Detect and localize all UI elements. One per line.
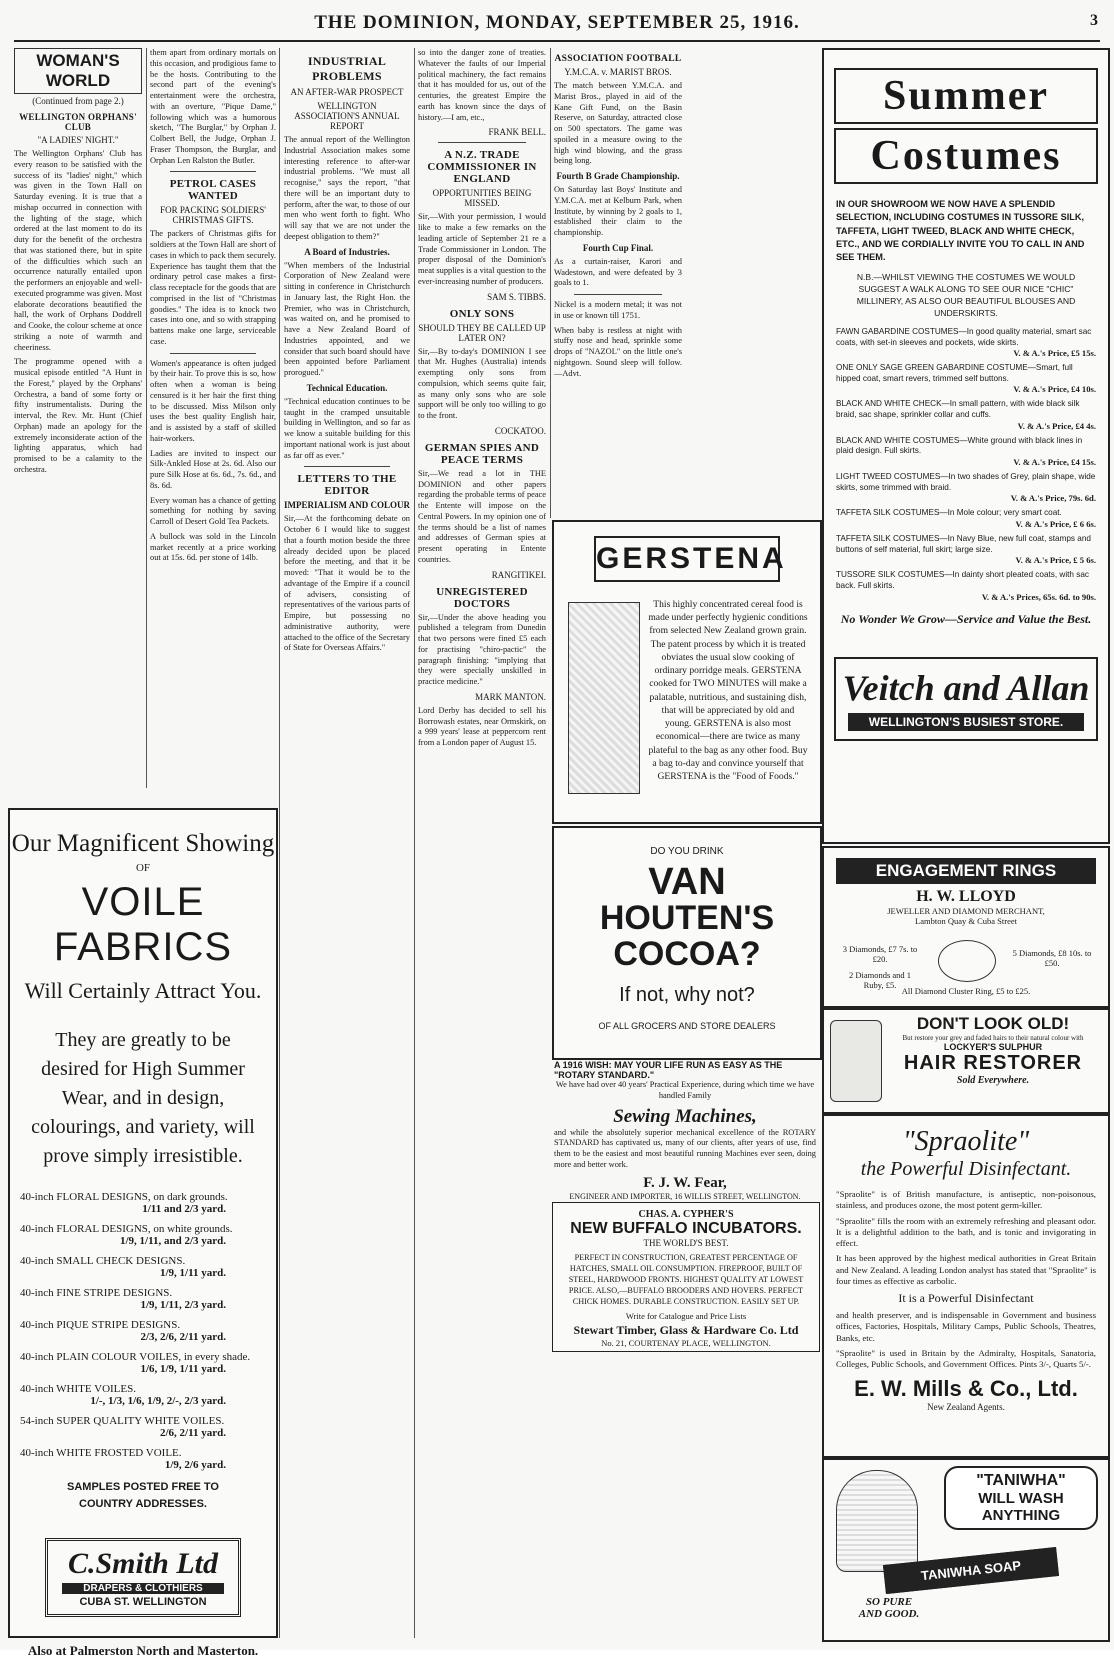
voile-price-list	[20, 1191, 266, 1471]
rings-left	[840, 944, 920, 990]
taniwha-head3: ANYTHING	[981, 1507, 1061, 1524]
article-paragraph: Every woman has a chance of getting something for nothing by saving Carroll of Desert Gold Tea Packets.	[150, 495, 276, 526]
costume-price: V. & A.'s Price, £4 10s.	[1013, 384, 1096, 395]
voile-samples: SAMPLES POSTED FREE TO COUNTRY ADDRESSES.	[67, 1481, 219, 1510]
article-paragraph: them apart from ordinary mortals on this occasion, and prodigious fame to be the hosts. Contributing to the second part of the evening's entertainment were the orchestra, with an overture, "Pique Dame," following which was a humorous sketch, "The Burglar," by Orphan J. Colbert Bell, the Judge, Orphan J. Fraser Thompson, the Burglar, and Orphan Len Ralston the Butler.	[150, 48, 276, 165]
buffalo-write: Write for Catalogue and Price Lists	[625, 1311, 747, 1322]
csmith-logo-addr: CUBA ST. WELLINGTON	[79, 1596, 207, 1608]
veitch-allan-sub: WELLINGTON'S BUSIEST STORE.	[848, 713, 1084, 731]
football-sub3: Fourth Cup Final.	[582, 242, 654, 253]
voile-footer: Also at Palmerston North and Masterton.	[27, 1643, 259, 1658]
industrial-sub4: Technical Education.	[306, 382, 388, 393]
letters-heading: LETTERS TO THE EDITOR	[297, 473, 397, 498]
industrial-heading: INDUSTRIAL PROBLEMS	[307, 54, 387, 83]
costume-price: V. & A.'s Price, £4 4s.	[1017, 420, 1096, 431]
csmith-logo	[45, 1538, 241, 1617]
vanhouten-footer: OF ALL GROCERS AND STORE DEALERS	[598, 1021, 776, 1032]
summer-intro: IN OUR SHOWROOM WE NOW HAVE A SPLENDID SELECTION, INCLUDING COSTUMES IN TUSSORE SILK, TAFFETA, LIGHT TWEED, BLACK AND WHITE CHECK, ETC., AND WE CORDIALLY INVITE YOU TO CALL IN AND SEE THEM.	[836, 199, 1085, 263]
summer-costumes-ad	[822, 48, 1110, 844]
vanhouten-question: If not, why not?	[619, 984, 755, 1007]
csmith-logo-name: C.Smith Ltd	[67, 1547, 219, 1580]
rotary-big: Sewing Machines,	[613, 1105, 757, 1127]
summer-tagline: No Wonder We Grow—Service and Value the Best.	[840, 611, 1092, 626]
buffalo-text: PERFECT IN CONSTRUCTION, GREATEST PERCENTAGE OF HATCHES, SMALL OIL CONSUMPTION. FIREPROOF, BUILT OF STEEL, HARDWOOD FRONTS. HIGHEST QUALITY AT LOWEST PRICE. ALSO,—BUFFALO BROODERS AND HOVERS. PERFECT CHICK HOMES. DURABLE CONSTRUCTION. EASILY SET UP.	[568, 1253, 804, 1307]
rings-left-1: 3 Diamonds, £7 7s. to £20.	[842, 944, 918, 964]
costume-description: TUSSORE SILK COSTUMES—In dainty short pleated coats, with sac back. Full skirts.	[836, 570, 1089, 591]
article-paragraph: The Wellington Orphans' Club has every reason to be satisfied with the success of its "ladies' night," which was given in the Town Hall on Saturday evening. It is true that a mishap occurred in connection with the lighting of the stage, which ordered at the last moment to do its duty for the benefit of the orchestra that was stationed there, but in spite of the difficulties which such an occurrence naturally entailed upon the performers an enjoyable and well-executed programme was given. Most elaborate decorations beautified the hall, the work of Orphans Doddrell and Cooke, the colour scheme at once striking a note of warmth and cheeriness.	[14, 149, 142, 352]
vanhouten-name1: VAN	[648, 861, 726, 903]
spraolite-p2: "Spraolite" fills the room with an extremely refreshing and pleasant odor. It is a delightful addition to the bath, and is tonic and invigorating in effect.	[836, 1215, 1096, 1248]
doctors-heading: UNREGISTERED DOCTORS	[436, 585, 528, 610]
divider	[438, 142, 526, 143]
spraolite-p4: It is a Powerful Disinfectant	[898, 1291, 1034, 1305]
buffalo-addr: No. 21, COURTENAY PLACE, WELLINGTON.	[601, 1338, 771, 1349]
article-paragraph: The match between Y.M.C.A. and Marist Bros., played in aid of the Kane Gift Fund, on the Basin Reserve, on Saturday, attracted close on 500 spectators. The game was spoiled in a measure owing to the high wind blowing, and the grass being long.	[554, 81, 682, 166]
costume-description: BLACK AND WHITE COSTUMES—White ground with black lines in plaid design. Full skirts.	[836, 435, 1083, 456]
article-paragraph: The packers of Christmas gifts for soldiers at the Town Hall are short of cases in which to pack them securely. Experience has taught them that the ordinary petrol case makes a first-class receptacle for the goods that are comprised in the list of "Christmas goodies." The idea is to knock two cases into one, and so with strapping battens make one large, serviceable case.	[150, 229, 276, 346]
taniwha-foot2: AND GOOD.	[858, 1608, 920, 1620]
voile-blurb: They are greatly to be desired for High Summer Wear, and in design, colourings, and variety, will prove simply irresistible.	[31, 1029, 255, 1167]
spraolite-tag: the Powerful Disinfectant.	[860, 1158, 1072, 1180]
article-paragraph: Sir,—We read a lot in THE DOMINION and other papers regarding the probable terms of peace the Entente will impose on the Central Powers. In my opinion one of the terms should be a list of names and addresses of German spies at present operating in Entente countries.	[418, 468, 546, 564]
rings-addr: Lambton Quay & Cuba Street	[915, 916, 1017, 926]
spraolite-firm: E. W. Mills & Co., Ltd.	[854, 1376, 1078, 1402]
voile-item-name: 40-inch PLAIN COLOUR VOILES, in every shade.	[20, 1351, 251, 1363]
costume-description: LIGHT TWEED COSTUMES—In two shades of Grey, plain shape, wide skirts, some trimmed with braid.	[836, 472, 1096, 492]
vanhouten-ad	[552, 826, 822, 1060]
rings-foot: All Diamond Cluster Ring, £5 to £25.	[901, 986, 1031, 996]
article-paragraph: Women's appearance is often judged by their hair. To prove this is so, how often when a woman is being censured is it her hair the first thing to be discussed. Miss Milson only uses the best quality English hair, and is assisted by a staff of skilled hair-workers.	[150, 358, 276, 443]
petrol-cases-heading: PETROL CASES WANTED	[169, 178, 257, 203]
spraolite-p6: "Spraolite" is used in Britain by the Admiralty, Hospitals, Sanatoria, Colleges, Public Schools, and Government Offices. Pints 3/-, Quarts 5/-.	[836, 1347, 1096, 1369]
voile-item-price: 1/9, 1/11, 2/3 yard.	[140, 1299, 226, 1311]
article-paragraph: The annual report of the Wellington Industrial Association makes some interesting reference to after-war industrial problems. "We must all recognise," says the report, "that there will be an important duty to perform, after the war, to those of our men who went forth to fight. Who will say that we are not under the deepest obligation to them?"	[284, 135, 410, 241]
article-paragraph: As a curtain-raiser, Karori and Wadestown, and were defeated by 3 goals to 1.	[554, 256, 682, 288]
column-two	[150, 48, 276, 798]
column-four	[418, 48, 546, 1638]
masthead-title: THE DOMINION, MONDAY, SEPTEMBER 25, 1916.	[314, 12, 800, 33]
costumes-word: Costumes	[834, 128, 1098, 184]
rotary-ad	[554, 1060, 816, 1201]
buffalo-top: CHAS. A. CYPHER'S	[638, 1209, 734, 1220]
spraolite-ad	[822, 1114, 1110, 1458]
industrial-sub1: AN AFTER-WAR PROSPECT	[290, 87, 404, 97]
signature: SAM S. TIBBS.	[487, 291, 546, 302]
rotary-name: F. J. W. Fear,	[643, 1174, 727, 1191]
rings-name: H. W. LLOYD	[916, 888, 1016, 905]
column-womans-world	[14, 48, 142, 848]
article-paragraph: A bullock was sold in the Lincoln market recently at a price working out at 15s. 6d. per stone of 14lb.	[150, 531, 276, 563]
veitch-allan-logo	[834, 657, 1098, 741]
only-sons-sub: SHOULD THEY BE CALLED UP LATER ON?	[418, 322, 546, 343]
rings-head: ENGAGEMENT RINGS	[836, 858, 1096, 884]
voile-of: OF	[135, 862, 151, 874]
costume-description: BLACK AND WHITE CHECK—In small pattern, with wide black silk braid, sac shape, sprinkler collar and cuffs.	[836, 399, 1080, 420]
vanhouten-top: DO YOU DRINK	[650, 846, 724, 857]
ring-icon	[938, 940, 996, 982]
bottle-icon	[830, 1020, 882, 1102]
spraolite-name: "Spraolite"	[902, 1126, 1030, 1157]
buffalo-best: THE WORLD'S BEST.	[643, 1238, 729, 1248]
rotary-text1: We have had over 40 years' Practical Experience, during which time we have handled Family	[555, 1080, 815, 1100]
divider	[574, 294, 662, 295]
summer-word: Summer	[834, 68, 1098, 124]
article-paragraph: The programme opened with a musical episode entitled "A Hunt in the Forest," played by the Orphans' Orchestra, a band of some forty or fifty instrumentalists. During the interval, the Rev. Mr. Hunt (Chief Orphan) made an apology for the extremely inconsiderate action of the lighting apparatus, which had promised to be a calamity to the orchestra.	[14, 357, 142, 474]
article-paragraph: When baby is restless at night with stuffy nose and head, sprinkle some drops of "NAZOL" on the little one's nightgown. Sound sleep will follow.—Advt.	[554, 325, 682, 378]
orphans-club-heading: WELLINGTON ORPHANS' CLUB	[19, 112, 137, 132]
costume-price: V. & A.'s Price, £ 5 6s.	[1015, 555, 1096, 566]
hair-name: HAIR RESTORER	[903, 1052, 1083, 1074]
continued-note: (Continued from page 2.)	[32, 96, 124, 106]
article-paragraph: so into the danger zone of treaties. Whatever the faults of our Imperial political machinery, the fact remains that it has moulded for us, out of the centuries, the greatest Empire the earth has known since the days of history.—I am, etc.,	[418, 48, 546, 122]
signature: FRANK BELL.	[488, 127, 546, 138]
hair-sold: Sold Everywhere.	[956, 1075, 1030, 1086]
spraolite-p5: and health preserver, and is indispensable in Government and business offices, Factories, Hospitals, Military Camps, Public Schools, Theatres, Banks, etc.	[836, 1310, 1096, 1343]
csmith-logo-sub: DRAPERS & CLOTHIERS	[62, 1583, 224, 1594]
costume-description: FAWN GABARDINE COSTUMES—In good quality material, smart sac coats, with set-in sleeves and pockets, wide skirts.	[836, 326, 1092, 347]
hair-brand: LOCKYER'S SULPHUR	[943, 1042, 1043, 1052]
voile-item-price: 1/11 and 2/3 yard.	[142, 1203, 226, 1215]
taniwha-soap-bar: TANIWHA SOAP	[883, 1547, 1059, 1594]
imperialism-heading: IMPERIALISM AND COLOUR	[284, 500, 411, 511]
costume-price: V. & A.'s Price, £4 15s.	[1013, 457, 1096, 468]
voile-item-name: 40-inch FLORAL DESIGNS, on white grounds.	[20, 1223, 233, 1235]
industrial-sub2: WELLINGTON ASSOCIATION'S ANNUAL REPORT	[294, 101, 400, 131]
voile-item-name: 40-inch SMALL CHECK DESIGNS.	[20, 1255, 186, 1267]
article-paragraph: "When members of the Industrial Corporation of New Zealand were sitting in conference in Christchurch in January last, the Right Hon. the Premier, who was in Christchurch, was waited on, and he promised to have a New Zealand Board of Industries appointed, and we consider that such board should have been appointed before Parliament prorogued."	[284, 260, 410, 377]
rings-right: 5 Diamonds, £8 10s. to £50.	[1012, 948, 1092, 968]
voile-item-name: 40-inch FLORAL DESIGNS, on dark grounds.	[20, 1191, 228, 1203]
article-paragraph: "Technical education continues to be taught in the cramped unsuitable building in Wellington, and so far as we know a suitable building for this important national work is just about as far off as ever."	[284, 396, 410, 460]
voile-tagline: Will Certainly Attract You.	[24, 978, 262, 1003]
taniwha-ad	[822, 1458, 1110, 1642]
article-paragraph: Lord Derby has decided to sell his Borrowash estates, near Ormskirk, on a 999 years' lease at peppercorn rent from a London paper of August 15.	[418, 705, 546, 747]
section-title: WOMAN'S WORLD	[14, 48, 142, 94]
costume-description: TAFFETA SILK COSTUMES—In Navy Blue, new full coat, stamps and buttons of self material, full skirt; large size.	[836, 534, 1091, 554]
taniwha-head1: "TANIWHA"	[976, 1472, 1066, 1489]
hair-head: DON'T LOOK OLD!	[916, 1014, 1070, 1033]
vanhouten-name3: COCOA?	[613, 934, 761, 973]
costume-description: TAFFETA SILK COSTUMES—In Mole colour; very smart coat.	[836, 508, 1062, 518]
spraolite-p1: "Spraolite" is of British manufacture, is antiseptic, non-poisonous, stainless, and produces ozone, the most potent germ-killer.	[836, 1189, 1096, 1211]
voile-item-name: 40-inch WHITE VOILES.	[20, 1383, 136, 1395]
page-number: 3	[1090, 12, 1098, 29]
voile-item-name: 54-inch SUPER QUALITY WHITE VOILES.	[20, 1415, 225, 1427]
signature: MARK MANTON.	[475, 691, 546, 702]
buffalo-ad	[552, 1202, 820, 1352]
costume-price: V. & A.'s Price, £5 15s.	[1013, 348, 1096, 359]
voile-headline: Our Magnificent Showing	[11, 830, 275, 857]
engagement-rings-ad	[822, 846, 1110, 1008]
column-rule	[414, 48, 415, 1638]
only-sons-heading: ONLY SONS	[449, 307, 515, 320]
article-paragraph: Nickel is a modern metal; it was not in use or known till 1751.	[554, 300, 682, 320]
football-heading: ASSOCIATION FOOTBALL	[554, 54, 682, 64]
voile-item-price: 2/6, 2/11 yard.	[159, 1427, 226, 1439]
masthead	[14, 10, 1100, 42]
column-five	[554, 48, 682, 518]
rotary-head: A 1916 WISH: MAY YOUR LIFE RUN AS EASY AS THE "ROTARY STANDARD."	[554, 1060, 783, 1080]
signature: RANGITIKEI.	[491, 569, 546, 580]
article-paragraph: Sir,—By to-day's DOMINION I see that Mr. Hughes (Australia) intends exempting only sons from compulsion, which seems quite fair, as many only sons who are sole support will be only too willing to go to the front.	[418, 346, 546, 420]
column-rule	[279, 48, 280, 1638]
rings-left-2: 2 Diamonds and 1 Ruby, £5.	[848, 970, 912, 990]
gerstena-ad	[552, 520, 822, 824]
trade-commissioner-sub: OPPORTUNITIES BEING MISSED.	[432, 188, 532, 209]
rotary-text2: and while the absolutely superior mechanical excellence of the ROTARY STANDARD has captivated us, many of our clients, after years of use, find them to be the easiest and most beautiful running Machines ever seen, doing more and better work.	[554, 1127, 816, 1169]
spraolite-agents: New Zealand Agents.	[927, 1402, 1005, 1413]
article-paragraph: Sir,—With your permission, I would like to make a few remarks on the leading article of September 21 re a Trade Commissioner in London. The proper disposal of the Dominion's meat supplies is a vital question to the ever-increasing number of producers.	[418, 212, 546, 286]
gerstena-copy: This highly concentrated cereal food is made under perfectly hygienic conditions from selected New Zealand grown grain. The patent process by which it is treated obviates the usual slow cooking of ordinary porridge meals. GERSTENA cooked for TWO MINUTES will make a palatable, nutritious, and sustaining dish, that will be appreciated by old and young. GERSTENA is also most economical—there are twice as many plateful to the bag as any other food. Buy a bag to-day and convince yourself that GERSTENA is the "Food of Foods."	[648, 599, 808, 783]
divider	[170, 353, 256, 354]
rotary-addr: ENGINEER AND IMPORTER, 16 WILLIS STREET, WELLINGTON.	[569, 1191, 801, 1201]
gerstena-package-illustration	[568, 602, 640, 794]
buffalo-name: NEW BUFFALO INCUBATORS.	[570, 1220, 802, 1237]
signature: COCKATOO.	[494, 425, 546, 436]
column-rule	[550, 48, 551, 518]
taniwha-head2: WILL WASH	[978, 1490, 1064, 1507]
petrol-cases-subheading: FOR PACKING SOLDIERS' CHRISTMAS GIFTS.	[160, 205, 266, 226]
summer-nb: N.B.—WHILST VIEWING THE COSTUMES WE WOULD SUGGEST A WALK ALONG TO SEE OUR NICE "CHIC" MILLINERY, AS ALSO OUR BEAUTIFUL BLOUSES AND UNDERSKIRTS.	[856, 271, 1076, 318]
taniwha-figure-illustration	[836, 1470, 918, 1572]
german-spies-heading: GERMAN SPIES AND PEACE TERMS	[424, 441, 540, 466]
orphans-club-subheading: "A LADIES' NIGHT."	[37, 135, 119, 145]
veitch-allan-name: Veitch and Allan	[842, 667, 1090, 708]
voile-item-name: 40-inch FINE STRIPE DESIGNS.	[20, 1287, 173, 1299]
voile-item-price: 1/-, 1/3, 1/6, 1/9, 2/-, 2/3 yard.	[90, 1395, 226, 1407]
costume-description: ONE ONLY SAGE GREEN GABARDINE COSTUME—Smart, full hipped coat, smart revers, trimmed self buttons.	[836, 363, 1073, 383]
football-sub: Y.M.C.A. v. MARIST BROS.	[564, 67, 672, 77]
divider	[170, 171, 256, 172]
article-paragraph: Ladies are invited to inspect our Silk-Ankled Hose at 2s. 6d. Also our pure Silk Hose at 6s. 6d., 7s. 6d., and 8s. 6d.	[150, 448, 276, 490]
voile-item-name: 40-inch PIQUE STRIPE DESIGNS.	[20, 1319, 181, 1331]
voile-item-price: 1/9, 1/11, and 2/3 yard.	[119, 1235, 226, 1247]
hair-restorer-ad	[822, 1008, 1110, 1114]
football-sub2: Fourth B Grade Championship.	[556, 171, 680, 181]
article-paragraph: On Saturday last Boys' Institute and Y.M.C.A. met at Kelburn Park, when Institute, by winning by 2 goals to 1, established their claim to the championship.	[554, 185, 682, 237]
voile-item-price: 1/9, 2/6 yard.	[164, 1459, 226, 1471]
voile-item-name: 40-inch WHITE FROSTED VOILE.	[20, 1447, 182, 1459]
column-rule	[146, 48, 147, 788]
buffalo-firm: Stewart Timber, Glass & Hardware Co. Ltd	[573, 1323, 799, 1338]
hair-line: But restore your grey and faded hairs to their natural colour with	[902, 1034, 1084, 1042]
divider	[304, 466, 390, 467]
costume-price: V. & A.'s Price, 79s. 6d.	[1010, 493, 1096, 504]
article-paragraph: Sir,—Under the above heading you published a telegram from Dunedin that two persons were fined £5 each for practising "chiro-pactic" the paragraph finishing: "implying that they were specially unskilled in practice medicine."	[418, 612, 546, 686]
summer-price-list	[836, 327, 1096, 602]
vanhouten-name2: HOUTEN'S	[599, 899, 775, 937]
voile-fabrics-ad	[8, 808, 278, 1658]
industrial-sub3: A Board of Industries.	[304, 246, 390, 257]
spraolite-p3: It has been approved by the highest medical authorities in Great Britain and New Zealand. A leading London analyst has stated that "Spraolite" is four times as effective as carbolic.	[836, 1253, 1096, 1286]
column-three	[284, 48, 410, 1638]
trade-commissioner-heading: A N.Z. TRADE COMMISSIONER IN ENGLAND	[427, 149, 537, 186]
taniwha-speech-bubble	[944, 1466, 1098, 1530]
rings-trade: JEWELLER AND DIAMOND MERCHANT,	[887, 906, 1045, 916]
costume-price: V. & A.'s Prices, 65s. 6d. to 90s.	[981, 591, 1096, 602]
voile-item-price: 1/6, 1/9, 1/11 yard.	[140, 1363, 226, 1375]
voile-item-price: 2/3, 2/6, 2/11 yard.	[140, 1331, 226, 1343]
article-paragraph: Sir,—At the forthcoming debate on October 6 I would like to suggest that a fourth motion beside the three already decided upon be placed before the meeting, and that it be moved: "That it would be to the advantage of the Empire if a council of advisers, consisting of representatives of the various parts of Empire, but possessing no administrative authority, were attached to the office of the Secretary of State for Overseas Affairs."	[284, 514, 410, 653]
costume-price: V. & A.'s Price, £ 6 6s.	[1015, 519, 1096, 530]
taniwha-foot1: SO PURE	[865, 1596, 913, 1608]
voile-item-price: 1/9, 1/11 yard.	[159, 1267, 226, 1279]
voile-title: VOILE FABRICS	[53, 880, 233, 969]
gerstena-logo: GERSTENA	[594, 536, 780, 582]
